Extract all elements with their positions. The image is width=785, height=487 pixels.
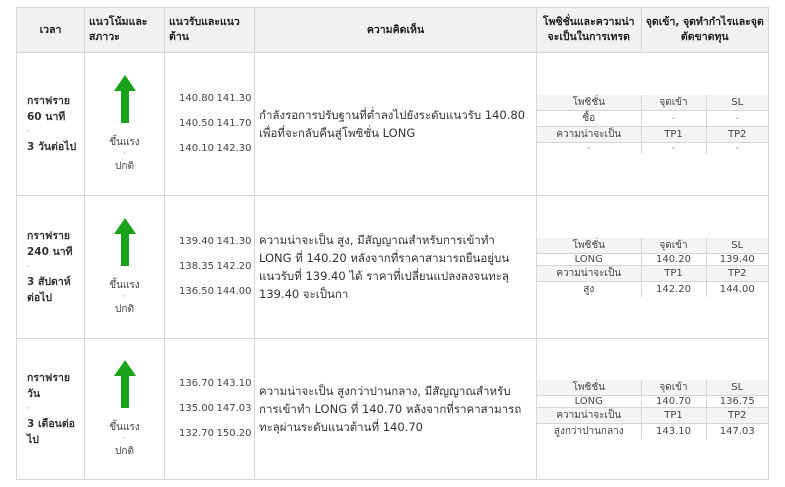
support-value: 140.10 [179, 143, 214, 154]
direction-cell [85, 196, 165, 339]
arrow-up-icon [114, 360, 136, 408]
tp1-label: TP1 [641, 265, 706, 281]
level-pair [179, 376, 254, 392]
tp1-value: 143.10 [641, 423, 706, 439]
resistance-value: 143.10 [216, 378, 252, 389]
position-cell [537, 339, 769, 480]
support-value: 136.70 [179, 378, 214, 389]
header-entry: จุดเข้า, จุดทำกำไรและจุดตัดขาดทุน [641, 8, 768, 52]
resistance-value: 144.00 [216, 286, 252, 297]
comment-cell: ความน่าจะเป็น สูง, มีสัญญาณสำหรับการเข้าทำ LONG ที่ 140.20 หลังจากที่ราคาสามารถยืนอยู่บนแนวรับที่ 139.40 ได้ ราคาที่เปลี่ยนแปลงลงจนทะลุ 139.40 จะเป็นกา [255, 196, 537, 339]
probability-label: ความน่าจะเป็น [537, 265, 641, 281]
position-value: LONG [537, 395, 641, 407]
level-pair [179, 141, 254, 157]
timeframe-separator: · [27, 262, 30, 272]
resistance-value: 147.03 [216, 403, 252, 414]
sl-value: 136.75 [706, 395, 768, 407]
timeframe-label: กราฟราย 60 นาที [27, 95, 71, 123]
probability-value: สูง [583, 283, 595, 295]
level-pair [179, 259, 254, 275]
header-position-cell [537, 8, 769, 53]
horizon-label: 3 เดือนต่อไป [27, 418, 75, 446]
table-row [17, 53, 769, 196]
timeframe-label: กราฟราย 240 นาที [27, 230, 73, 258]
horizon-label: 3 วันต่อไป [27, 141, 77, 153]
entry-label: จุดเข้า [641, 238, 706, 254]
level-pair [179, 116, 254, 132]
direction-cell [85, 339, 165, 480]
entry-label: จุดเข้า [641, 95, 706, 111]
entry-value: 140.20 [641, 253, 706, 265]
tp2-value: 147.03 [706, 423, 768, 439]
timeframe-separator: · [27, 404, 30, 414]
header-direction: แนวโน้มและสภาวะ [85, 8, 165, 53]
resistance-value: 141.30 [216, 236, 252, 247]
levels-cell [165, 339, 255, 480]
probability-value: สูงกว่าปานกลาง [553, 425, 624, 437]
sl-label: SL [706, 238, 768, 254]
strength-label: ขึ้นแรง [109, 421, 140, 433]
strength-label: ขึ้นแรง [109, 136, 140, 148]
level-pair [179, 401, 254, 417]
arrow-up-icon [114, 75, 136, 123]
tp2-value: - [706, 142, 768, 154]
tp2-value: 144.00 [706, 281, 768, 297]
tp1-value: - [641, 142, 706, 154]
support-value: 138.35 [179, 261, 214, 272]
condition-label: ปกติ [115, 160, 134, 172]
entry-value: - [641, 110, 706, 126]
arrow-up-icon [114, 218, 136, 266]
tp2-label: TP2 [706, 265, 768, 281]
forecast-table [16, 7, 769, 480]
levels-cell [165, 53, 255, 196]
resistance-value: 150.20 [216, 428, 252, 439]
comment-cell: ความน่าจะเป็น สูงกว่าปานกลาง, มีสัญญาณสำหรับการเข้าทำ LONG ที่ 140.70 หลังจากที่ราคาสามารถทะลุผ่านระดับแนวต้านที่ 140.70 [255, 339, 537, 480]
header-position: โพซิชั่นและความน่าจะเป็นในการเทรด [542, 16, 635, 43]
timeframe-separator: · [27, 127, 30, 137]
condition-label: ปกติ [115, 303, 134, 315]
position-cell [537, 196, 769, 339]
position-label: โพซิชั่น [537, 380, 641, 396]
position-value: LONG [537, 253, 641, 265]
support-value: 135.00 [179, 403, 214, 414]
levels-cell [165, 196, 255, 339]
position-cell [537, 53, 769, 196]
support-value: 136.50 [179, 286, 214, 297]
position-label: โพซิชั่น [537, 95, 641, 111]
level-pair [179, 426, 254, 442]
tp2-label: TP2 [706, 126, 768, 142]
header-levels: แนวรับและแนวต้าน [165, 8, 255, 53]
level-pair [179, 284, 254, 300]
sl-value: 139.40 [706, 253, 768, 265]
resistance-value: 142.20 [216, 261, 252, 272]
direction-separator: · [123, 148, 126, 159]
sl-value: - [706, 110, 768, 126]
table-row [17, 339, 769, 480]
header-time: เวลา [17, 8, 85, 53]
timeframe-label: กราฟราย วัน [27, 372, 71, 400]
level-pair [179, 234, 254, 250]
table-row [17, 196, 769, 339]
direction-separator: · [123, 291, 126, 302]
support-value: 140.50 [179, 118, 214, 129]
level-pair [179, 91, 254, 107]
horizon-label: 3 สัปดาห์ต่อไป [27, 276, 71, 304]
probability-label: ความน่าจะเป็น [537, 407, 641, 423]
probability-value: - [586, 142, 591, 154]
tp1-value: 142.20 [641, 281, 706, 297]
comment-cell: กำลังรอการปรับฐานที่ต่ำลงไปยังระดับแนวรับ 140.80 เพื่อที่จะกลับคืนสู่โพซิชั่น LONG [255, 53, 537, 196]
entry-value: 140.70 [641, 395, 706, 407]
timeframe-cell [17, 339, 85, 480]
tp1-label: TP1 [641, 407, 706, 423]
resistance-value: 142.30 [216, 143, 252, 154]
sl-label: SL [706, 95, 768, 111]
condition-label: ปกติ [115, 445, 134, 457]
position-value: ซื้อ [537, 110, 641, 126]
probability-label: ความน่าจะเป็น [537, 126, 641, 142]
direction-cell [85, 53, 165, 196]
entry-label: จุดเข้า [641, 380, 706, 396]
tp2-label: TP2 [706, 407, 768, 423]
support-value: 139.40 [179, 236, 214, 247]
sl-label: SL [706, 380, 768, 396]
timeframe-cell [17, 53, 85, 196]
strength-label: ขึ้นแรง [109, 279, 140, 291]
timeframe-cell [17, 196, 85, 339]
direction-separator: · [123, 433, 126, 444]
header-comment: ความคิดเห็น [255, 8, 537, 53]
resistance-value: 141.70 [216, 118, 252, 129]
resistance-value: 141.30 [216, 93, 252, 104]
support-value: 132.70 [179, 428, 214, 439]
tp1-label: TP1 [641, 126, 706, 142]
header-row [17, 8, 769, 53]
position-label: โพซิชั่น [537, 238, 641, 254]
support-value: 140.80 [179, 93, 214, 104]
